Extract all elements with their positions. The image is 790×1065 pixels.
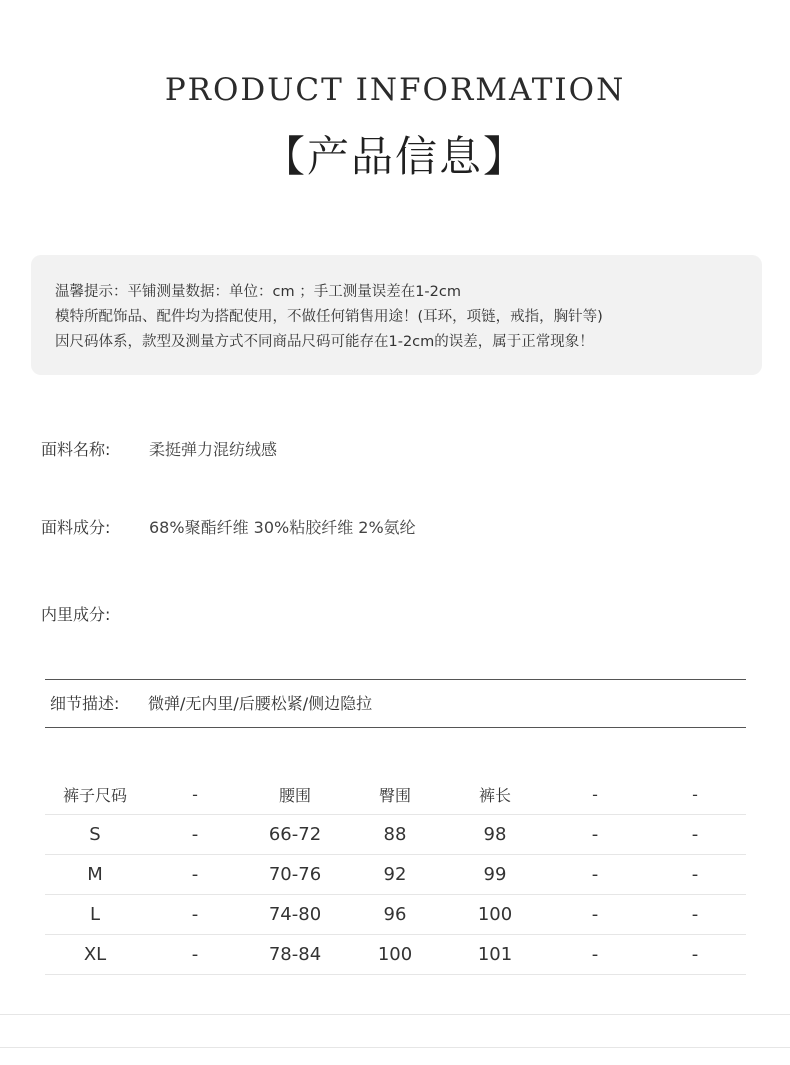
- notice-box: [31, 255, 762, 375]
- table-cell: 70-76: [268, 864, 322, 885]
- table-cell: -: [191, 824, 199, 845]
- header-cell: 腰围: [278, 786, 311, 805]
- title-english: PRODUCT INFORMATION: [164, 72, 626, 108]
- details-row: [45, 679, 746, 728]
- table-cell: 78-84: [268, 944, 322, 965]
- table-cell: -: [691, 824, 699, 845]
- fabric-composition-label: 面料成分:: [41, 518, 111, 537]
- table-cell: S: [89, 824, 101, 845]
- table-row: [45, 895, 746, 935]
- header-cell: -: [692, 785, 698, 804]
- table-cell: L: [89, 904, 101, 925]
- fabric-name-label: 面料名称:: [41, 440, 111, 459]
- table-cell: -: [591, 824, 599, 845]
- table-cell: 88: [383, 824, 407, 845]
- table-cell: 96: [383, 904, 407, 925]
- table-cell: 92: [383, 864, 407, 885]
- header-cell: 裤长: [478, 786, 511, 805]
- fabric-composition-row: [41, 515, 416, 538]
- table-cell: 74-80: [268, 904, 322, 925]
- table-cell: -: [191, 944, 199, 965]
- table-row: [45, 815, 746, 855]
- table-row: [45, 935, 746, 975]
- header-cell: 裤子尺码: [62, 786, 127, 805]
- table-cell: 98: [483, 824, 507, 845]
- size-table: [45, 775, 746, 975]
- notice-line: 因尺码体系，款型及测量方式不同商品尺码可能存在1-2cm的误差，属于正常现象！: [55, 334, 594, 350]
- header-cell: -: [192, 785, 198, 804]
- header-cell: -: [592, 785, 598, 804]
- table-cell: -: [691, 944, 699, 965]
- table-cell: XL: [83, 944, 107, 965]
- table-cell: -: [191, 864, 199, 885]
- table-cell: -: [591, 944, 599, 965]
- table-cell: -: [591, 904, 599, 925]
- table-cell: 66-72: [268, 824, 322, 845]
- table-cell: -: [191, 904, 199, 925]
- lining-row: [41, 602, 149, 625]
- details-label: 细节描述:: [50, 694, 120, 713]
- fabric-name-value: 柔挺弹力混纺绒感: [149, 440, 278, 459]
- divider: [0, 1047, 790, 1048]
- table-cell: 101: [477, 944, 513, 965]
- lining-label: 内里成分:: [41, 605, 111, 624]
- fabric-name-row: [41, 437, 277, 460]
- fabric-composition-value: 68%聚酯纤维 30%粘胶纤维 2%氨纶: [149, 518, 416, 537]
- table-cell: 100: [477, 904, 513, 925]
- table-cell: -: [691, 904, 699, 925]
- table-row: [45, 855, 746, 895]
- table-cell: -: [591, 864, 599, 885]
- table-cell: -: [691, 864, 699, 885]
- title-chinese: 【产品信息】: [262, 132, 527, 181]
- divider: [0, 1014, 790, 1015]
- header-cell: 臀围: [378, 786, 411, 805]
- details-value: 微弹/无内里/后腰松紧/侧边隐拉: [148, 694, 373, 713]
- notice-line: 模特所配饰品、配件均为搭配使用，不做任何销售用途！(耳环，项链，戒指，胸针等): [55, 309, 603, 325]
- table-cell: 100: [377, 944, 413, 965]
- size-table-header: [45, 775, 746, 815]
- table-cell: 99: [483, 864, 507, 885]
- notice-line: 温馨提示：平铺测量数据：单位：cm ；手工测量误差在1-2cm: [55, 284, 461, 300]
- table-cell: M: [87, 864, 103, 885]
